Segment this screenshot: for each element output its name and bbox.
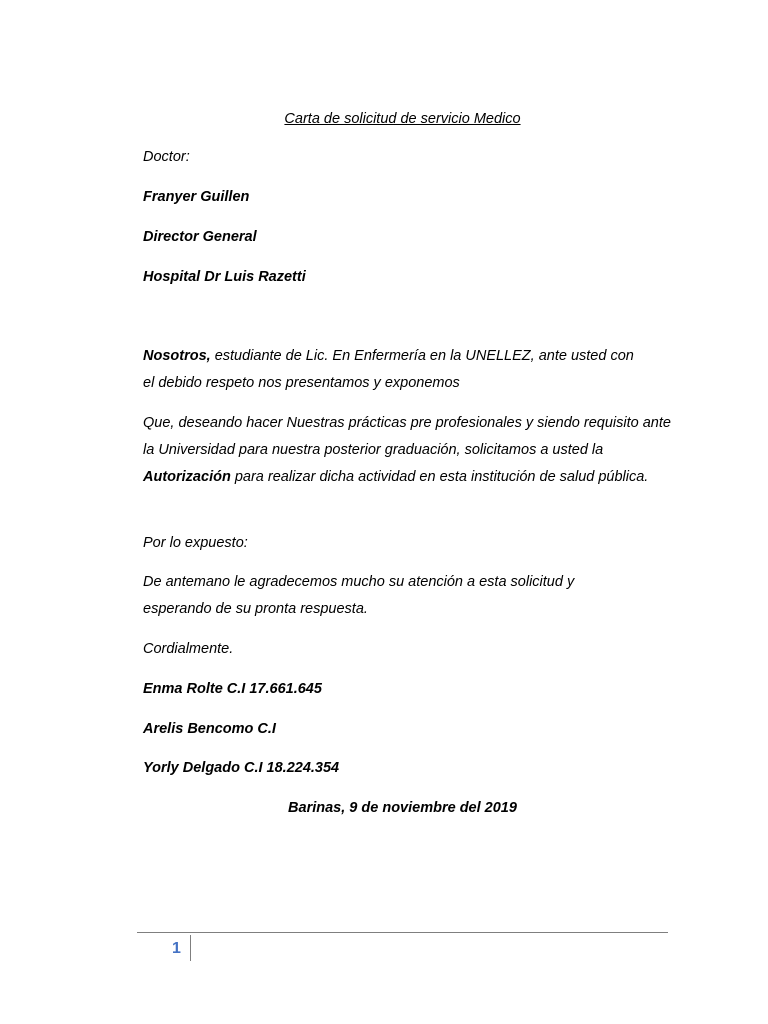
recipient-position: Director General bbox=[143, 229, 257, 245]
date-line: Barinas, 9 de noviembre del 2019 bbox=[288, 800, 517, 816]
footer-rule bbox=[137, 932, 668, 933]
paragraph-2 bbox=[143, 410, 673, 491]
paragraph-4: De antemano le agradecemos mucho su atención a esta solicitud y esperando de su pronta respuesta. bbox=[143, 574, 575, 617]
paragraph-1-line-2: el debido respeto nos presentamos y exponemos bbox=[143, 375, 460, 391]
signatory-3: Yorly Delgado C.I 18.224.354 bbox=[143, 760, 340, 776]
footer-divider bbox=[190, 935, 191, 961]
paragraph-1-line-1 bbox=[143, 343, 663, 370]
signatory-2: Arelis Bencomo C.I bbox=[143, 721, 276, 737]
closing: Cordialmente. bbox=[143, 641, 234, 657]
paragraph-2-bold-word: Autorización bbox=[143, 469, 231, 485]
salutation: Doctor: bbox=[143, 149, 190, 165]
paragraph-1-bold-lead: Nosotros, bbox=[143, 348, 211, 364]
paragraph-1-line-1-text: estudiante de Lic. En Enfermería en la UNELLEZ, ante usted con bbox=[210, 348, 634, 364]
paragraph-3: Por lo expuesto: bbox=[143, 535, 248, 551]
recipient-name: Franyer Guillen bbox=[143, 189, 250, 205]
paragraph-2-text-after: para realizar dicha actividad en esta institución de salud pública. bbox=[230, 469, 649, 485]
letter-title: Carta de solicitud de servicio Medico bbox=[284, 111, 521, 127]
recipient-institution: Hospital Dr Luis Razetti bbox=[143, 269, 306, 285]
page-number: 1 bbox=[172, 940, 181, 957]
signatory-1: Enma Rolte C.I 17.661.645 bbox=[143, 681, 322, 697]
paragraph-2-text-before: Que, deseando hacer Nuestras prácticas pre profesionales y siendo requisito ante la Universidad para nuestra posterior graduación, solicitamos a usted la bbox=[143, 415, 671, 458]
